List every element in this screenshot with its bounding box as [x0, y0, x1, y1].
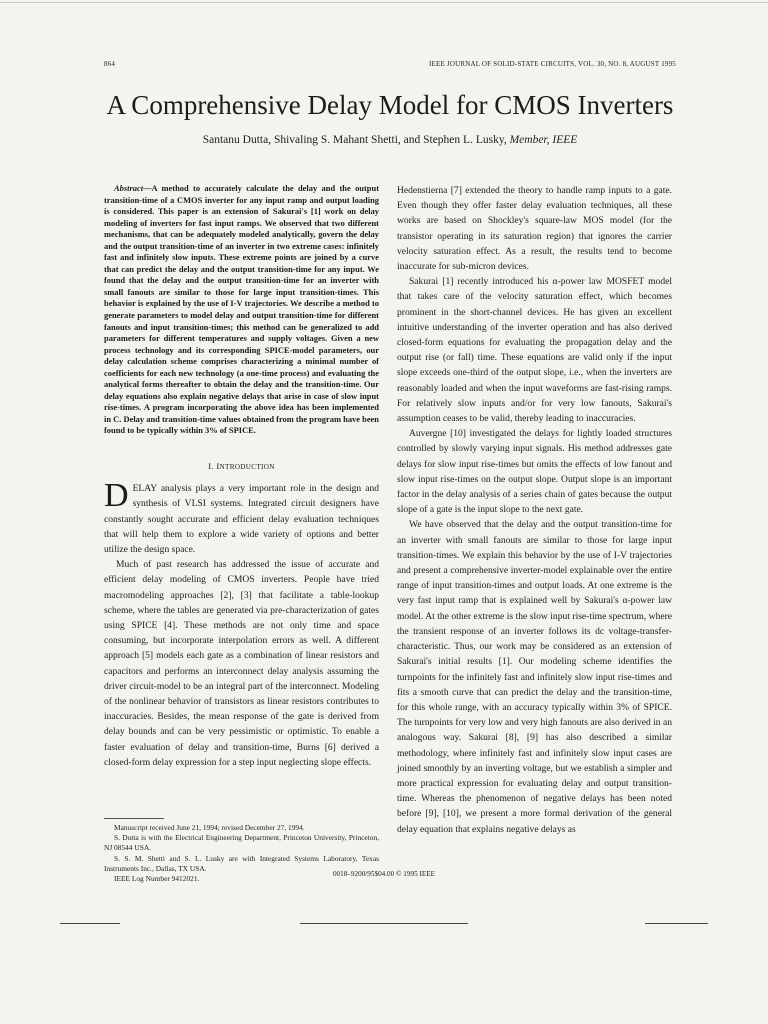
section-title-initial: I [216, 461, 220, 472]
bottom-scan-rule-right [645, 923, 708, 924]
page-number: 864 [104, 60, 116, 68]
author-membership: Member, IEEE [509, 134, 578, 146]
scan-edge-line [0, 2, 768, 3]
section-title-rest: NTRODUCTION [219, 463, 275, 472]
footnote-received: Manuscript received June 21, 1994; revised December 27, 1994. [114, 823, 305, 832]
author-line [100, 134, 680, 146]
section-numeral: I. [208, 461, 214, 472]
right-paragraph-3: Auvergne [10] investigated the delays for lightly loaded structures controlled by slowly varying input signals. His method addresses gate delays for slow input rise-times but omits the effects of low fanout and slow input rise-times on the output slope. Output slope is an important factor in the delay analysis of a series chain of gates because the output slope of a gate is the input slope to the next gate. [397, 428, 672, 516]
intro-paragraph-1 [104, 477, 379, 557]
footnote-rule [104, 818, 164, 819]
intro-paragraph-1-text: ELAY analysis plays a very important role in the design and synthesis of VLSI systems. Integrated circuit designers have constantly sought accurate and efficient delay evaluation techniques that will help them to explore a wide variety of options and better utilize the design space. [104, 483, 379, 556]
bottom-scan-rule-left [60, 923, 120, 924]
right-paragraph-1: Hedenstierna [7] extended the theory to handle ramp inputs to a gate. Even though they offer faster delay evaluation techniques, all these works are based on Shockley's square-law MOS model (for the transistor operating in its saturation region) that ignores the carrier velocity saturation effect. As a result, the results tend to become inaccurate for sub-micron devices. [397, 185, 672, 273]
abstract [104, 183, 379, 437]
section-heading-introduction [104, 459, 379, 475]
paper-title: A Comprehensive Delay Model for CMOS Inverters [106, 90, 674, 120]
drop-cap: D [104, 477, 129, 515]
footnote-shetti-lusky: S. S. M. Shetti and S. L. Lusky are with Integrated Systems Laboratory, Texas Instruments Inc., Dallas, TX USA. [104, 853, 379, 873]
footnote-dutta: S. Dutta is with the Electrical Engineering Department, Princeton University, Princeton, NJ 08544 USA. [104, 833, 379, 853]
copyright-code: 0018–9200/95$04.00 © 1995 IEEE [332, 870, 436, 878]
footnote-log-number: IEEE Log Number 9412021. [114, 874, 200, 884]
abstract-label: Abstract [114, 183, 144, 193]
intro-paragraph-2: Much of past research has addressed the issue of accurate and efficient delay modeling of CMOS inverters. People have tried macromodeling approaches [2], [3] that facilitate a table-lookup scheme, where the tables are generated via pre-characterization of gates using SPICE [4]. These methods are not only time and space consuming, but incorporate interpolation errors as well. A different approach [5] models each gate as a combination of linear resistors and capacitors and performs an interconnect delay analysis assuming the driver circuit-model to be an integral part of the interconnect. Modeling of the nonlinear behavior of transistors as linear resistors contributes to inaccuracies. Besides, the mean response of the gate is derived from delay bounds and can be very pessimistic or optimistic. To enable a faster evaluation of delay and transition-time, Burns [6] derived a closed-form delay expression for a step input neglecting slope effects. [104, 559, 379, 768]
right-paragraph-4: We have observed that the delay and the output transition-time for an inverter with small fanouts are similar to those for large input transition-times. We explain this behavior by the use of I-V trajectories and present a comprehensive inverter-model explainable over the entire range of input transition-times and output loads. At one extreme is the very fast input ramp that is explained well by Sakurai's α-power law model. At the other extreme is the slow input rise-time spectrum, where the transient response of an inverter follows its dc voltage-transfer-characteristic. Thus, our work may be considered as an extension of Sakurai's initial results [1]. Our modeling scheme identifies the turnpoints for the infinitely fast and infinitely slow input rise-times and fits a smooth curve that can predict the delay and the transition-time, for this whole range, with an accuracy typically within 3% of SPICE. The turnpoints for very low and very high fanouts are also derived in an analogous way. Sakurai [8], [9] has also described a similar methodology, where infinitely fast and infinitely slow input cases are joined smoothly by an inverting voltage, but we establish a simpler and more practical expression for evaluating delay and output transition-time. Whereas the phenomenon of negative delays has been noted before [9], [10], we present a more formal derivation of the general delay equation that explains negative delays as [397, 519, 672, 835]
abstract-text: —A method to accurately calculate the delay and the output transition-time of a CMOS inverter for any input ramp and output loading is considered. This paper is an extension of Sakurai's [1] work on delay modeling of inverters for fast input ramps. We observed that two different mechanisms, that can be adequately modeled analytically, govern the delay and the output transition-time of an inverter in two extreme cases: infinitely fast and infinitely slow inputs. These extreme points are joined by a curve that can predict the delay and the output transition-time for any input. We found that the delay and the output transition-time for an inverter with small fanouts are similar to those for large input transition-times. This behavior is explained by the use of I-V trajectories. We describe a method to generate parameters to model delay and output transition-time for different fanouts and input transition-times; this method can be generalized to add parameters for different temperatures and supply voltages. Given a new process technology and its corresponding SPICE-model parameters, our delay calculation scheme comprises characterizing a minimal number of coefficients for each new technology (a one-time process) and evaluating the analytical forms thereafter to obtain the delay and the transition-time. Our delay equations also explain negative delays that arise in case of slow input rise-times. A program incorporating the above idea has been implemented in C. Delay and transition-time values obtained from the program have been found to be typically within 3% of SPICE. [104, 183, 379, 436]
journal-citation: IEEE JOURNAL OF SOLID-STATE CIRCUITS, VOL. 30, NO. 8, AUGUST 1995 [428, 60, 676, 68]
author-names: Santanu Dutta, Shivaling S. Mahant Shetti, and Stephen L. Lusky, [202, 134, 507, 146]
right-column [397, 183, 672, 837]
left-column [104, 183, 379, 770]
right-paragraph-2: Sakurai [1] recently introduced his α-power law MOSFET model that takes care of the velocity saturation effect, which becomes prominent in the short-channel devices. He has given an excellent intuitive understanding of the inverter operation and has also derived closed-form equations for evaluating the propagation delay and the output rise (or fall) time. These equations are valid only if the input slope exceeds one-third of the output slope, i.e., when the inverters are reasonably loaded and when the input waveforms are fast-rising ramps. For relatively slow inputs and/or for very low fanouts, Sakurai's assumption ceases to be valid, thereby leading to inaccuracies. [397, 276, 672, 425]
bottom-scan-rule-middle [300, 923, 468, 924]
